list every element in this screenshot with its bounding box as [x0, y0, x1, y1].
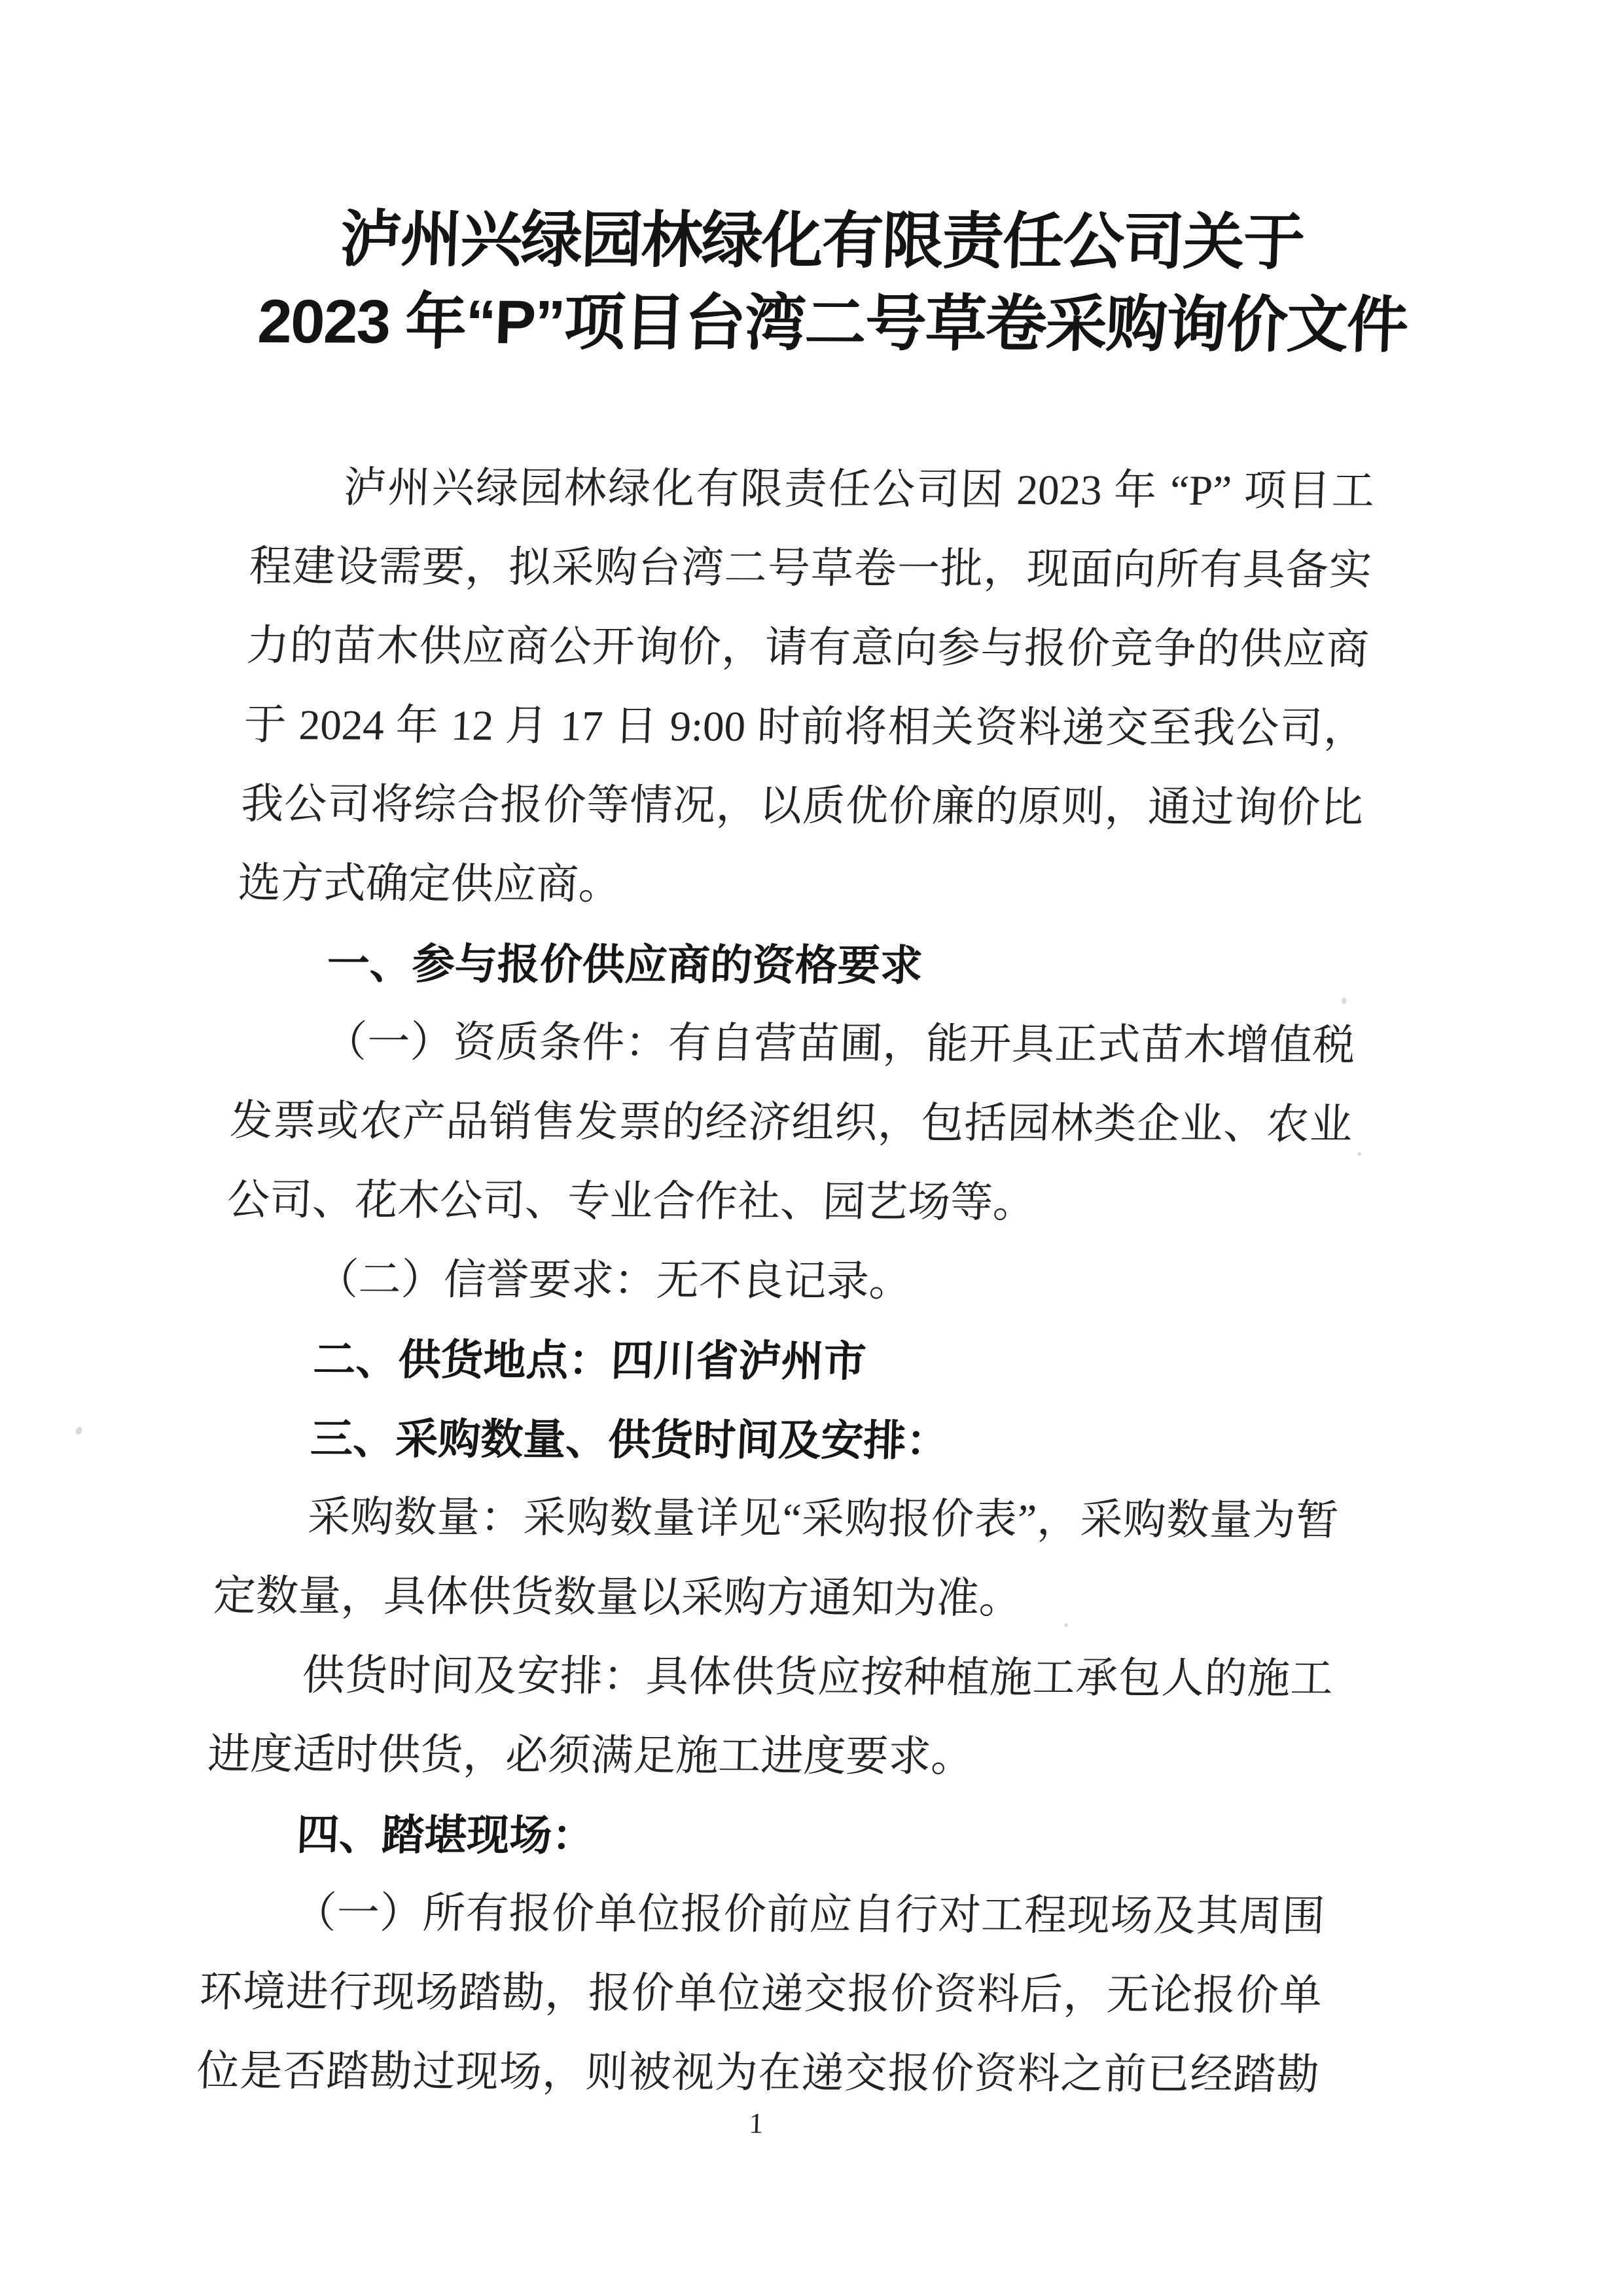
document-body [196, 448, 1376, 2115]
document-title [257, 198, 1408, 367]
body-line: 发票或农产品销售发票的经济组织，包括园林类企业、农业 [229, 1097, 1353, 1149]
title-line-1: 泸州兴绿园林绿化有限责任公司关于 [339, 204, 1305, 277]
body-line: 进度适时供货，必须满足施工进度要求。 [207, 1731, 974, 1781]
title-line-2: 2023 年“P”项目台湾二号草卷采购询价文件 [257, 287, 1408, 360]
scan-speck [1357, 1152, 1361, 1156]
body-line: 供货时间及安排：具体供货应按种植施工承包人的施工 [301, 1652, 1334, 1703]
scan-speck [1064, 1623, 1068, 1627]
body-line: （一）所有报价单位报价前应自行对工程现场及其周围 [293, 1890, 1326, 1941]
body-line: 于 2024 年 12 月 17 日 9:00 时前将相关资料递交至我公司， [243, 701, 1367, 753]
scan-speck [1342, 997, 1346, 1004]
body-line: 选方式确定供应商。 [237, 859, 622, 908]
body-line: 采购数量：采购数量详见“采购报价表”，采购数量为暂 [306, 1494, 1340, 1545]
heading-line: 二、供货地点：四川省泸州市 [312, 1335, 867, 1386]
body-line: 定数量，具体供货数量以采购方通知为准。 [212, 1572, 1023, 1623]
body-line: （二）信誉要求：无不良记录。 [315, 1256, 913, 1306]
heading-line: 三、采购数量、供货时间及安排： [310, 1414, 950, 1465]
body-line: 公司、花木公司、专业合作社、园艺场等。 [226, 1176, 1037, 1227]
heading-line: 一、参与报价供应商的资格要求 [326, 939, 924, 990]
heading-line: 四、踏堪现场： [296, 1810, 596, 1859]
body-line: 程建设需要，拟采购台湾二号草卷一批，现面向所有具备实 [248, 543, 1373, 594]
body-line: （一）资质条件：有自营苗圃，能开具正式苗木增值税 [323, 1018, 1356, 1069]
page-number: 1 [748, 2107, 764, 2140]
body-line: 泸州兴绿园林绿化有限责任公司因 2023 年 “P” 项目工 [342, 464, 1376, 515]
body-line: 环境进行现场踏勘，报价单位递交报价资料后，无论报价单 [198, 1968, 1323, 2020]
body-line: 力的苗木供应商公开询价，请有意向参与报价竞争的供应商 [245, 622, 1370, 673]
body-line: 位是否踏勘过现场，则被视为在递交报价资料之前已经踏勘 [196, 2047, 1320, 2099]
body-line: 我公司将综合报价等情况，以质优价廉的原则，通过询价比 [240, 780, 1364, 832]
